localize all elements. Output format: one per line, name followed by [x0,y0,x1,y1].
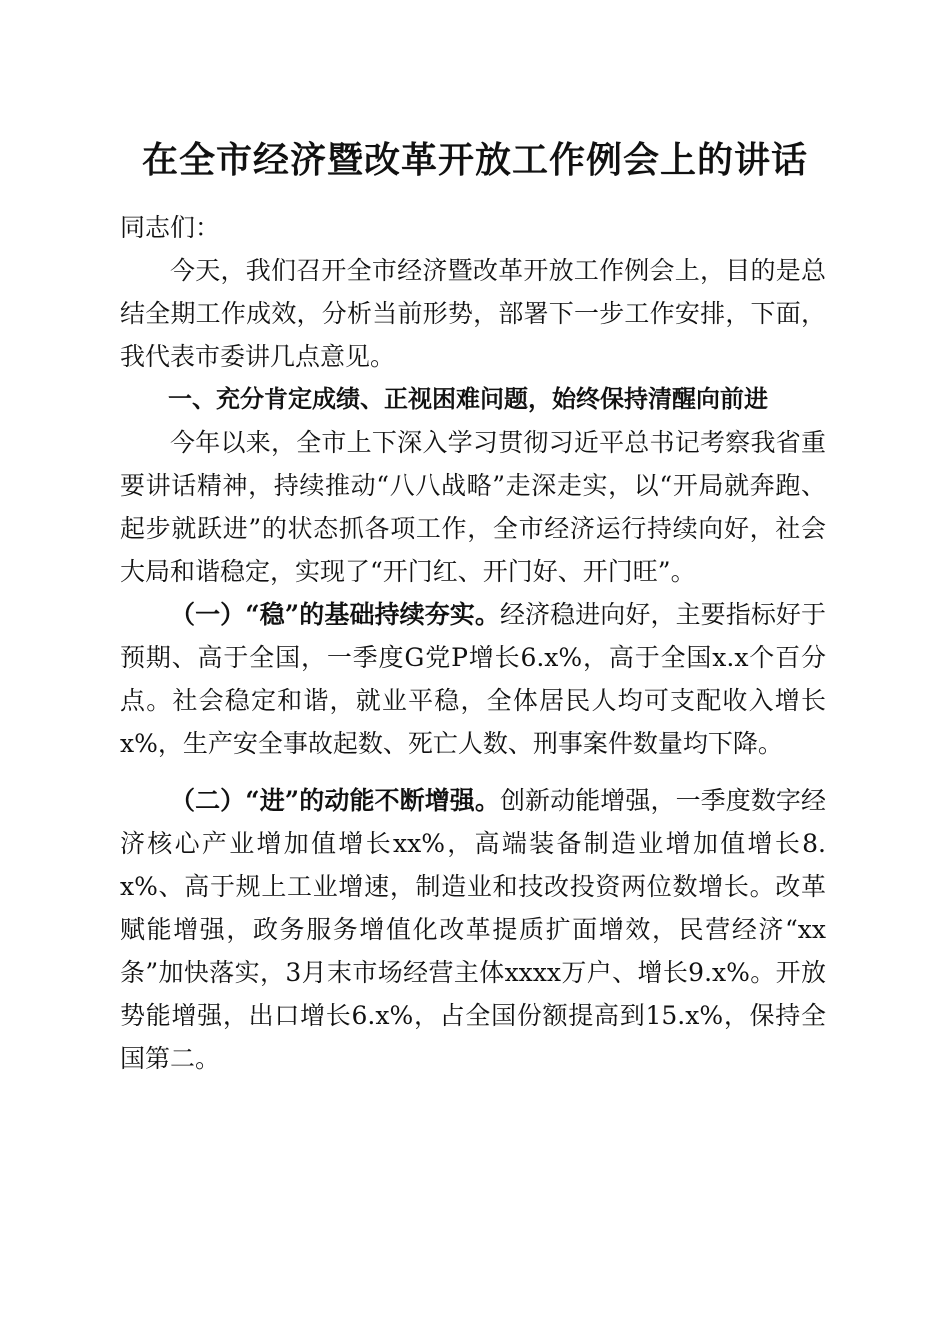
intro-paragraph: 今天，我们召开全市经济暨改革开放工作例会上，目的是总结全期工作成效，分析当前形势，部署下一步工作安排，下面，我代表市委讲几点意见。 [120,256,826,371]
item-1-text: 经济稳进向好，主要指标好于预期、高于全国，一季度G党P增长6.x%，高于全国x.x个百分点。社会稳定和谐，就业平稳，全体居民人均可支配收入增长x%，生产安全事故起数、死亡人数、刑事案件数量均下降。 [120,600,826,758]
salutation: 同志们： [120,213,221,242]
section-1-item-2 [120,779,826,1080]
section-1-heading: 一、充分肯定成绩、正视困难问题，始终保持清醒向前进 [168,385,768,413]
section-1-paragraph: 今年以来，全市上下深入学习贯彻习近平总书记考察我省重要讲话精神，持续推动“八八战略”走深走实，以“开局就奔跑、起步就跃进”的状态抓各项工作，全市经济运行持续向好，社会大局和谐稳定，实现了“开门红、开门好、开门旺”。 [120,428,826,586]
document-body [120,206,826,1080]
item-2-text: 创新动能增强，一季度数字经济核心产业增加值增长xx%，高端装备制造业增加值增长8.x%、高于规上工业增速，制造业和技改投资两位数增长。改革赋能增强，政务服务增值化改革提质扩面增效，民营经济“xx条”加快落实，3月末市场经营主体xxxx万户、增长9.x%。开放势能增强，出口增长6.x%，占全国份额提高到15.x%，保持全国第二。 [120,786,826,1073]
item-2-lead: （二）“进”的动能不断增强。 [170,786,500,815]
section-1-item-1 [120,593,826,765]
item-1-lead: （一）“稳”的基础持续夯实。 [170,600,500,629]
document-title: 在全市经济暨改革开放工作例会上的讲话 [141,139,808,181]
